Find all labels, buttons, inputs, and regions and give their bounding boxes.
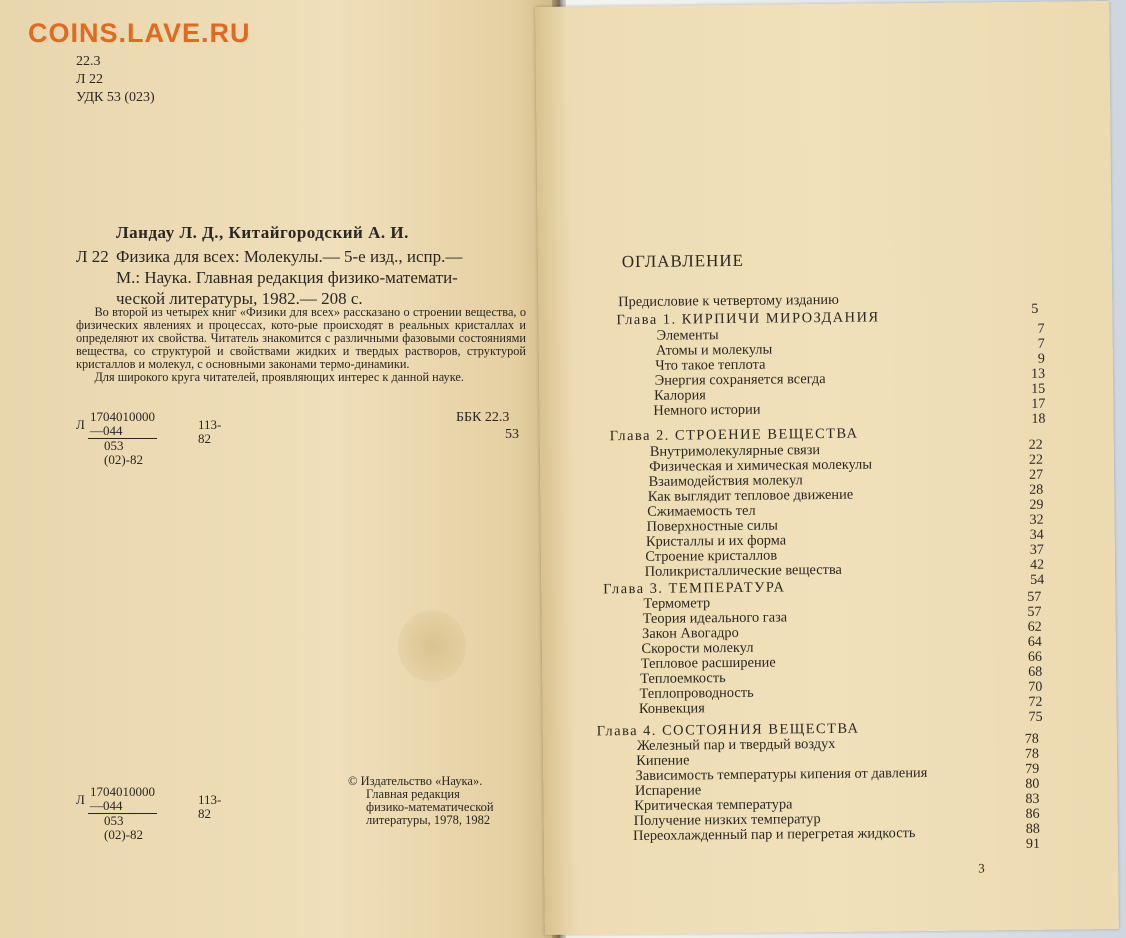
toc-page-number: 17 xyxy=(1031,396,1046,412)
bib-code: Л 22 xyxy=(76,247,109,266)
toc-page-number: 57 xyxy=(1027,604,1042,620)
toc-entry: Зависимость температуры кипения от давления xyxy=(635,764,928,785)
page-number: 3 xyxy=(978,860,985,876)
toc-entry: Взаимодействия молекул xyxy=(648,472,803,490)
toc-entry: Поликристаллические вещества xyxy=(644,561,842,580)
left-page xyxy=(0,0,560,938)
toc-entry: Железный пар и твердый воздух xyxy=(636,735,836,755)
toc-chapter-heading: Глава 4. СОСТОЯНИЯ ВЕЩЕСТВА xyxy=(596,720,860,740)
toc-entry: Термометр xyxy=(643,595,711,612)
annotation-paragraph: Для широкого круга читателей, проявляющих интерес к данной науке. xyxy=(94,370,464,384)
toc-page-number: 79 xyxy=(1025,761,1040,777)
toc-page-number: 68 xyxy=(1028,664,1043,680)
toc-page-number: 78 xyxy=(1024,731,1039,747)
toc-page-number: 70 xyxy=(1028,679,1043,695)
toc-page-number: 62 xyxy=(1027,619,1042,635)
index-suffix: 113-82 xyxy=(198,792,222,821)
toc-page-number: 22 xyxy=(1028,437,1043,453)
copyright-line: © Издательство «Наука». xyxy=(348,774,483,788)
toc-entry: Кипение xyxy=(636,752,690,770)
toc-entry: Теплоемкость xyxy=(640,670,726,687)
toc-page-number: 91 xyxy=(1025,836,1041,852)
index-suffix: 113-82 xyxy=(198,417,222,446)
toc-entry: Переохлажденный пар и перегретая жидкость xyxy=(632,825,916,845)
toc-page-number: 29 xyxy=(1029,497,1044,513)
toc-page-number: 80 xyxy=(1025,776,1040,792)
toc-entry: Физическая и химическая молекулы xyxy=(649,456,873,475)
toc-page-number: 13 xyxy=(1030,366,1046,382)
toc-entry: Элементы xyxy=(656,327,719,344)
right-page xyxy=(535,1,1119,935)
copyright-line: литературы, 1978, 1982 xyxy=(366,813,491,827)
annotation xyxy=(76,306,526,384)
toc-page-number: 32 xyxy=(1029,512,1044,528)
toc-chapter-heading: Глава 1. КИРПИЧИ МИРОЗДАНИЯ xyxy=(616,309,880,329)
bbk-number: 53 xyxy=(505,427,519,442)
toc-entry: Как выглядит тепловое движение xyxy=(647,486,854,505)
copyright-line: Главная редакция xyxy=(366,787,460,801)
toc-page-number: 28 xyxy=(1029,482,1044,498)
toc-chapter-heading: Глава 3. ТЕМПЕРАТУРА xyxy=(603,579,786,598)
udk-code: УДК 53 (023) xyxy=(76,90,155,105)
toc-entry: Испарение xyxy=(634,782,702,800)
index-prefix: Л xyxy=(76,417,85,432)
toc-entry: Кристаллы и их форма xyxy=(645,532,787,550)
toc-page-number: 78 xyxy=(1024,746,1040,762)
toc-page-number: 5 xyxy=(1031,301,1039,317)
toc-entry: Конвекция xyxy=(638,700,705,717)
toc-page-number: 22 xyxy=(1028,452,1044,468)
copyright-line: физико-математической xyxy=(366,800,494,814)
class-code: 22.3 xyxy=(76,54,101,69)
toc-entry: Что такое теплота xyxy=(655,356,766,374)
annotation-paragraph: Во второй из четырех книг «Физики для всех» рассказано о строении вещества, о физических явлениях и процессах, кото-рые происходят в реальных кристаллах и определяют их свойства. Читатель знакомится с различными фазовыми состояниями вещества, со структурой и свойствами жидких и твердых растворов, структурой кристаллов и молекул, с основными законами термо-динамики. xyxy=(76,305,526,371)
toc-preface: Предисловие к четвертому изданию xyxy=(618,291,839,311)
toc-entry: Энергия сохраняется всегда xyxy=(654,371,826,389)
copyright xyxy=(348,775,494,827)
bbk-code: ББК 22.3 xyxy=(456,410,510,425)
index-numerator: 1704010000—044 xyxy=(90,409,155,438)
toc-title: ОГЛАВЛЕНИЕ xyxy=(621,250,745,272)
toc-page-number: 57 xyxy=(1027,589,1042,605)
bib-line: Физика для всех: Молекулы.— 5-е изд., испр.— xyxy=(116,247,463,266)
toc-page-number: 86 xyxy=(1025,806,1040,822)
toc-page-number: 64 xyxy=(1027,634,1042,650)
toc-page-number: 37 xyxy=(1029,542,1044,558)
toc-entry: Внутримолекулярные связи xyxy=(649,442,821,460)
toc-entry: Поверхностные силы xyxy=(646,517,778,535)
toc-page-number: 15 xyxy=(1031,381,1046,397)
toc-entry: Строение кристаллов xyxy=(645,547,778,565)
watermark: COINS.LAVE.RU xyxy=(28,18,251,48)
authors: Ландау Л. Д., Китайгородский А. И. xyxy=(116,223,409,242)
paper-stain xyxy=(398,610,466,682)
toc-entry: Закон Авогадро xyxy=(642,624,739,642)
toc-page-number: 7 xyxy=(1037,321,1045,337)
toc-page-number: 75 xyxy=(1028,709,1043,725)
index-numerator: 1704010000—044 xyxy=(90,784,155,813)
toc-page-number: 42 xyxy=(1029,557,1045,573)
toc-page-number: 83 xyxy=(1025,791,1040,807)
index-denominator: 053 (02)-82 xyxy=(104,813,143,842)
index-denominator: 053 (02)-82 xyxy=(104,438,143,467)
toc-page-number: 72 xyxy=(1028,694,1043,710)
toc-page-number: 66 xyxy=(1027,649,1043,665)
toc-entry: Теплопроводность xyxy=(639,684,754,702)
toc-entry: Атомы и молекулы xyxy=(655,341,773,359)
toc-page-number: 18 xyxy=(1031,411,1046,427)
toc-entry: Калория xyxy=(653,387,706,404)
table-of-contents xyxy=(535,1,1119,935)
toc-page-number: 54 xyxy=(1030,572,1045,588)
toc-page-number: 27 xyxy=(1029,467,1044,483)
toc-page-number: 9 xyxy=(1037,351,1045,367)
toc-entry: Скорости молекул xyxy=(641,639,754,657)
bib-line: М.: Наука. Главная редакция физико-математи- xyxy=(116,268,458,287)
index-prefix: Л xyxy=(76,792,85,807)
toc-chapter-heading: Глава 2. СТРОЕНИЕ ВЕЩЕСТВА xyxy=(609,425,859,445)
toc-entry: Тепловое расширение xyxy=(640,654,776,672)
toc-entry: Получение низких температур xyxy=(633,811,821,830)
bib-line: ческой литературы, 1982.— 208 с. xyxy=(116,289,363,308)
toc-entry: Сжимаемость тел xyxy=(647,502,756,520)
toc-page-number: 7 xyxy=(1037,336,1045,352)
class-code: Л 22 xyxy=(76,72,103,87)
toc-entry: Критическая температура xyxy=(634,796,793,815)
toc-entry: Немного истории xyxy=(653,401,761,419)
toc-page-number: 34 xyxy=(1029,527,1044,543)
toc-page-number: 88 xyxy=(1025,821,1040,837)
toc-entry: Теория идеального газа xyxy=(642,609,788,627)
